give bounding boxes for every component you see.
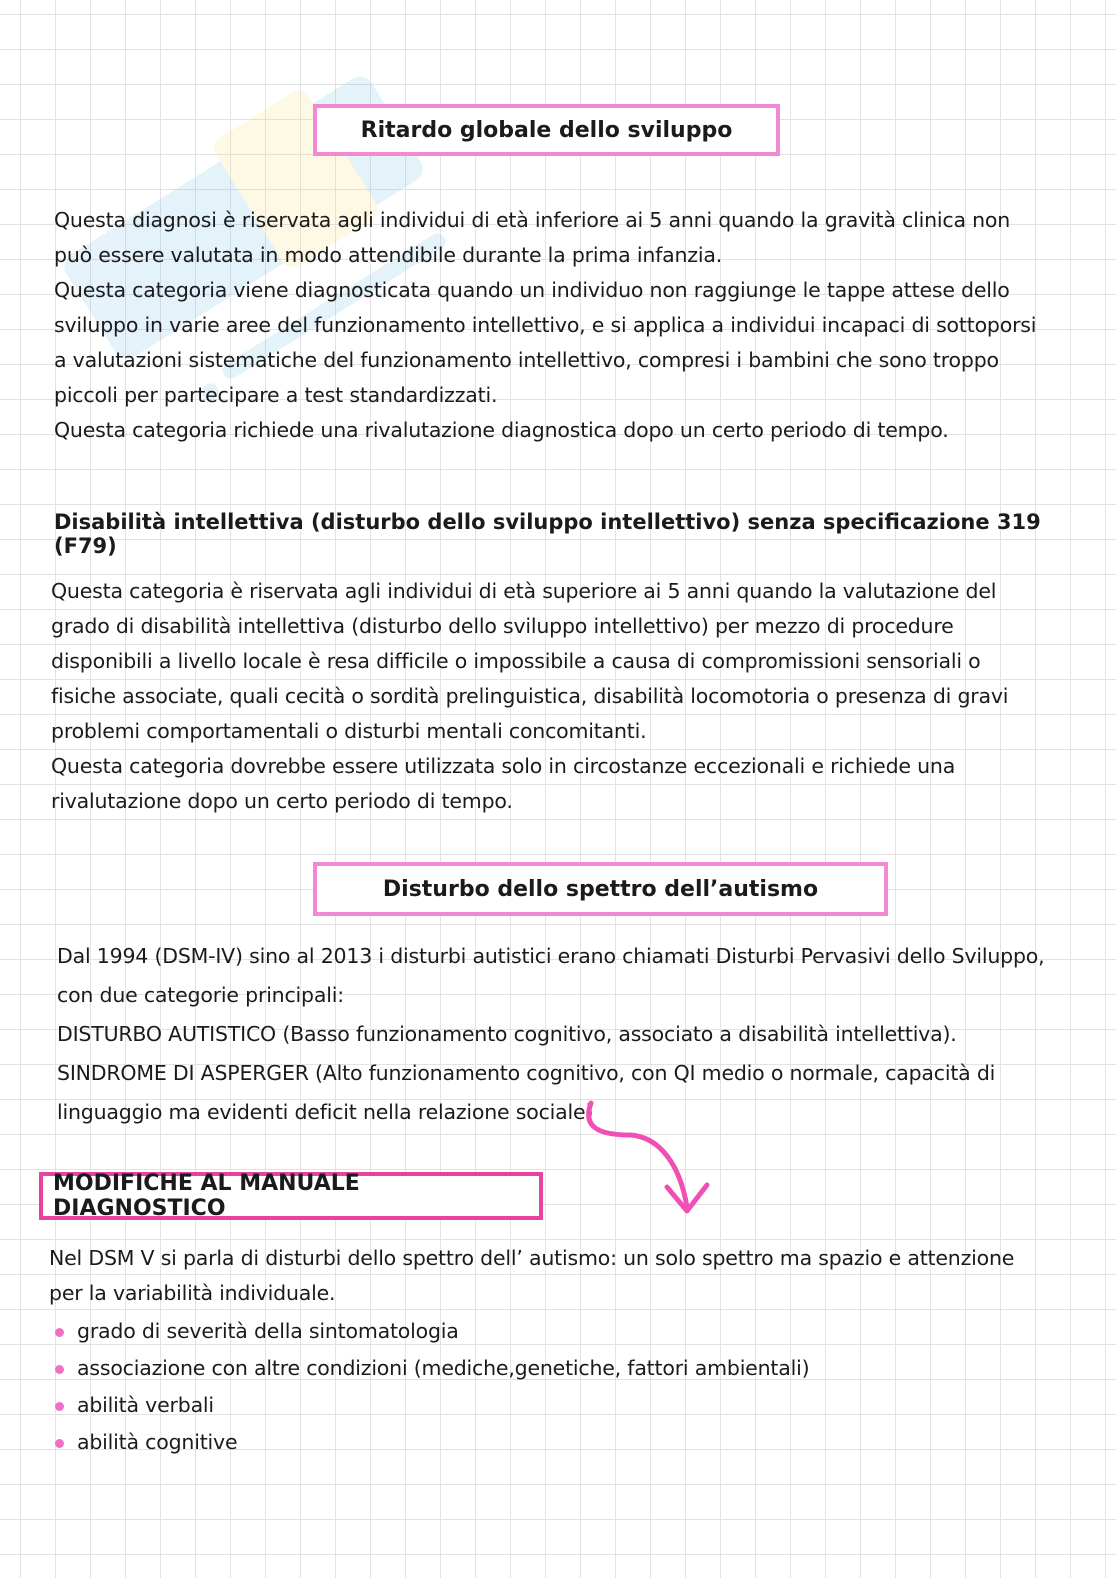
section4-body: [49, 1241, 1049, 1461]
paragraph: Dal 1994 (DSM-IV) sino al 2013 i disturbi autistici erano chiamati Disturbi Pervasivi dello Sviluppo, con due categorie principali:: [57, 944, 1045, 1007]
section-title-ritardo-text: Ritardo globale dello sviluppo: [360, 117, 733, 143]
paragraph: Questa categoria dovrebbe essere utilizzata solo in circostanze eccezionali e richiede una rivalutazione dopo un certo periodo di tempo.: [51, 754, 956, 813]
section-title-autismo: [313, 862, 888, 916]
curved-arrow-icon: [575, 1095, 725, 1225]
paragraph: SINDROME DI ASPERGER (Alto funzionamento cognitivo, con QI medio o normale, capacità di linguaggio ma evidenti deficit nella relazione sociale): [57, 1061, 996, 1124]
bullet-list: [49, 1313, 1049, 1461]
list-item: associazione con altre condizioni (mediche,genetiche, fattori ambientali): [49, 1350, 1049, 1387]
paragraph: Questa diagnosi è riservata agli individui di età inferiore ai 5 anni quando la gravità clinica non può essere valutata in modo attendibile durante la prima infanzia.: [54, 208, 1011, 267]
list-item: abilità verbali: [49, 1387, 1049, 1424]
section2-body: [51, 574, 1051, 819]
section-title-modifiche-text: MODIFICHE AL MANUALE DIAGNOSTICO: [53, 1171, 360, 1221]
paragraph: Nel DSM V si parla di disturbi dello spettro dell’ autismo: un solo spettro ma spazio e attenzione per la variabilità individuale.: [49, 1246, 1015, 1305]
section1-body: [54, 203, 1044, 448]
section3-body: [57, 937, 1052, 1132]
list-item: grado di severità della sintomatologia: [49, 1313, 1049, 1350]
section-heading-disabilita: Disabilità intellettiva (disturbo dello sviluppo intellettivo) senza specificazione 319 (F79): [54, 510, 1041, 558]
paragraph: Questa categoria è riservata agli individui di età superiore ai 5 anni quando la valutazione del grado di disabilità intellettiva (disturbo dello sviluppo intellettivo) per mezzo di procedure disponibili a livello locale è resa difficile o impossibile a causa di compromissioni sensoriali o fisiche associate, quali cecità o sordità prelinguistica, disabilità locomotoria o presenza di gravi problemi comportamentali o disturbi mentali concomitanti.: [51, 579, 1009, 743]
section-title-modifiche: [39, 1172, 543, 1220]
list-item: abilità cognitive: [49, 1424, 1049, 1461]
section-title-ritardo: [313, 104, 780, 156]
paragraph: Questa categoria viene diagnosticata quando un individuo non raggiunge le tappe attese dello sviluppo in varie aree del funzionamento intellettivo, e si applica a individui incapaci di sottoporsi a valutazioni sistematiche del funzionamento intellettivo, compresi i bambini che sono troppo piccoli per partecipare a test standardizzati.: [54, 278, 1037, 407]
paragraph: Questa categoria richiede una rivalutazione diagnostica dopo un certo periodo di tempo.: [54, 418, 949, 442]
paragraph: DISTURBO AUTISTICO (Basso funzionamento cognitivo, associato a disabilità intellettiva).: [57, 1022, 957, 1046]
section-title-autismo-text: Disturbo dello spettro dell’autismo: [382, 876, 819, 902]
